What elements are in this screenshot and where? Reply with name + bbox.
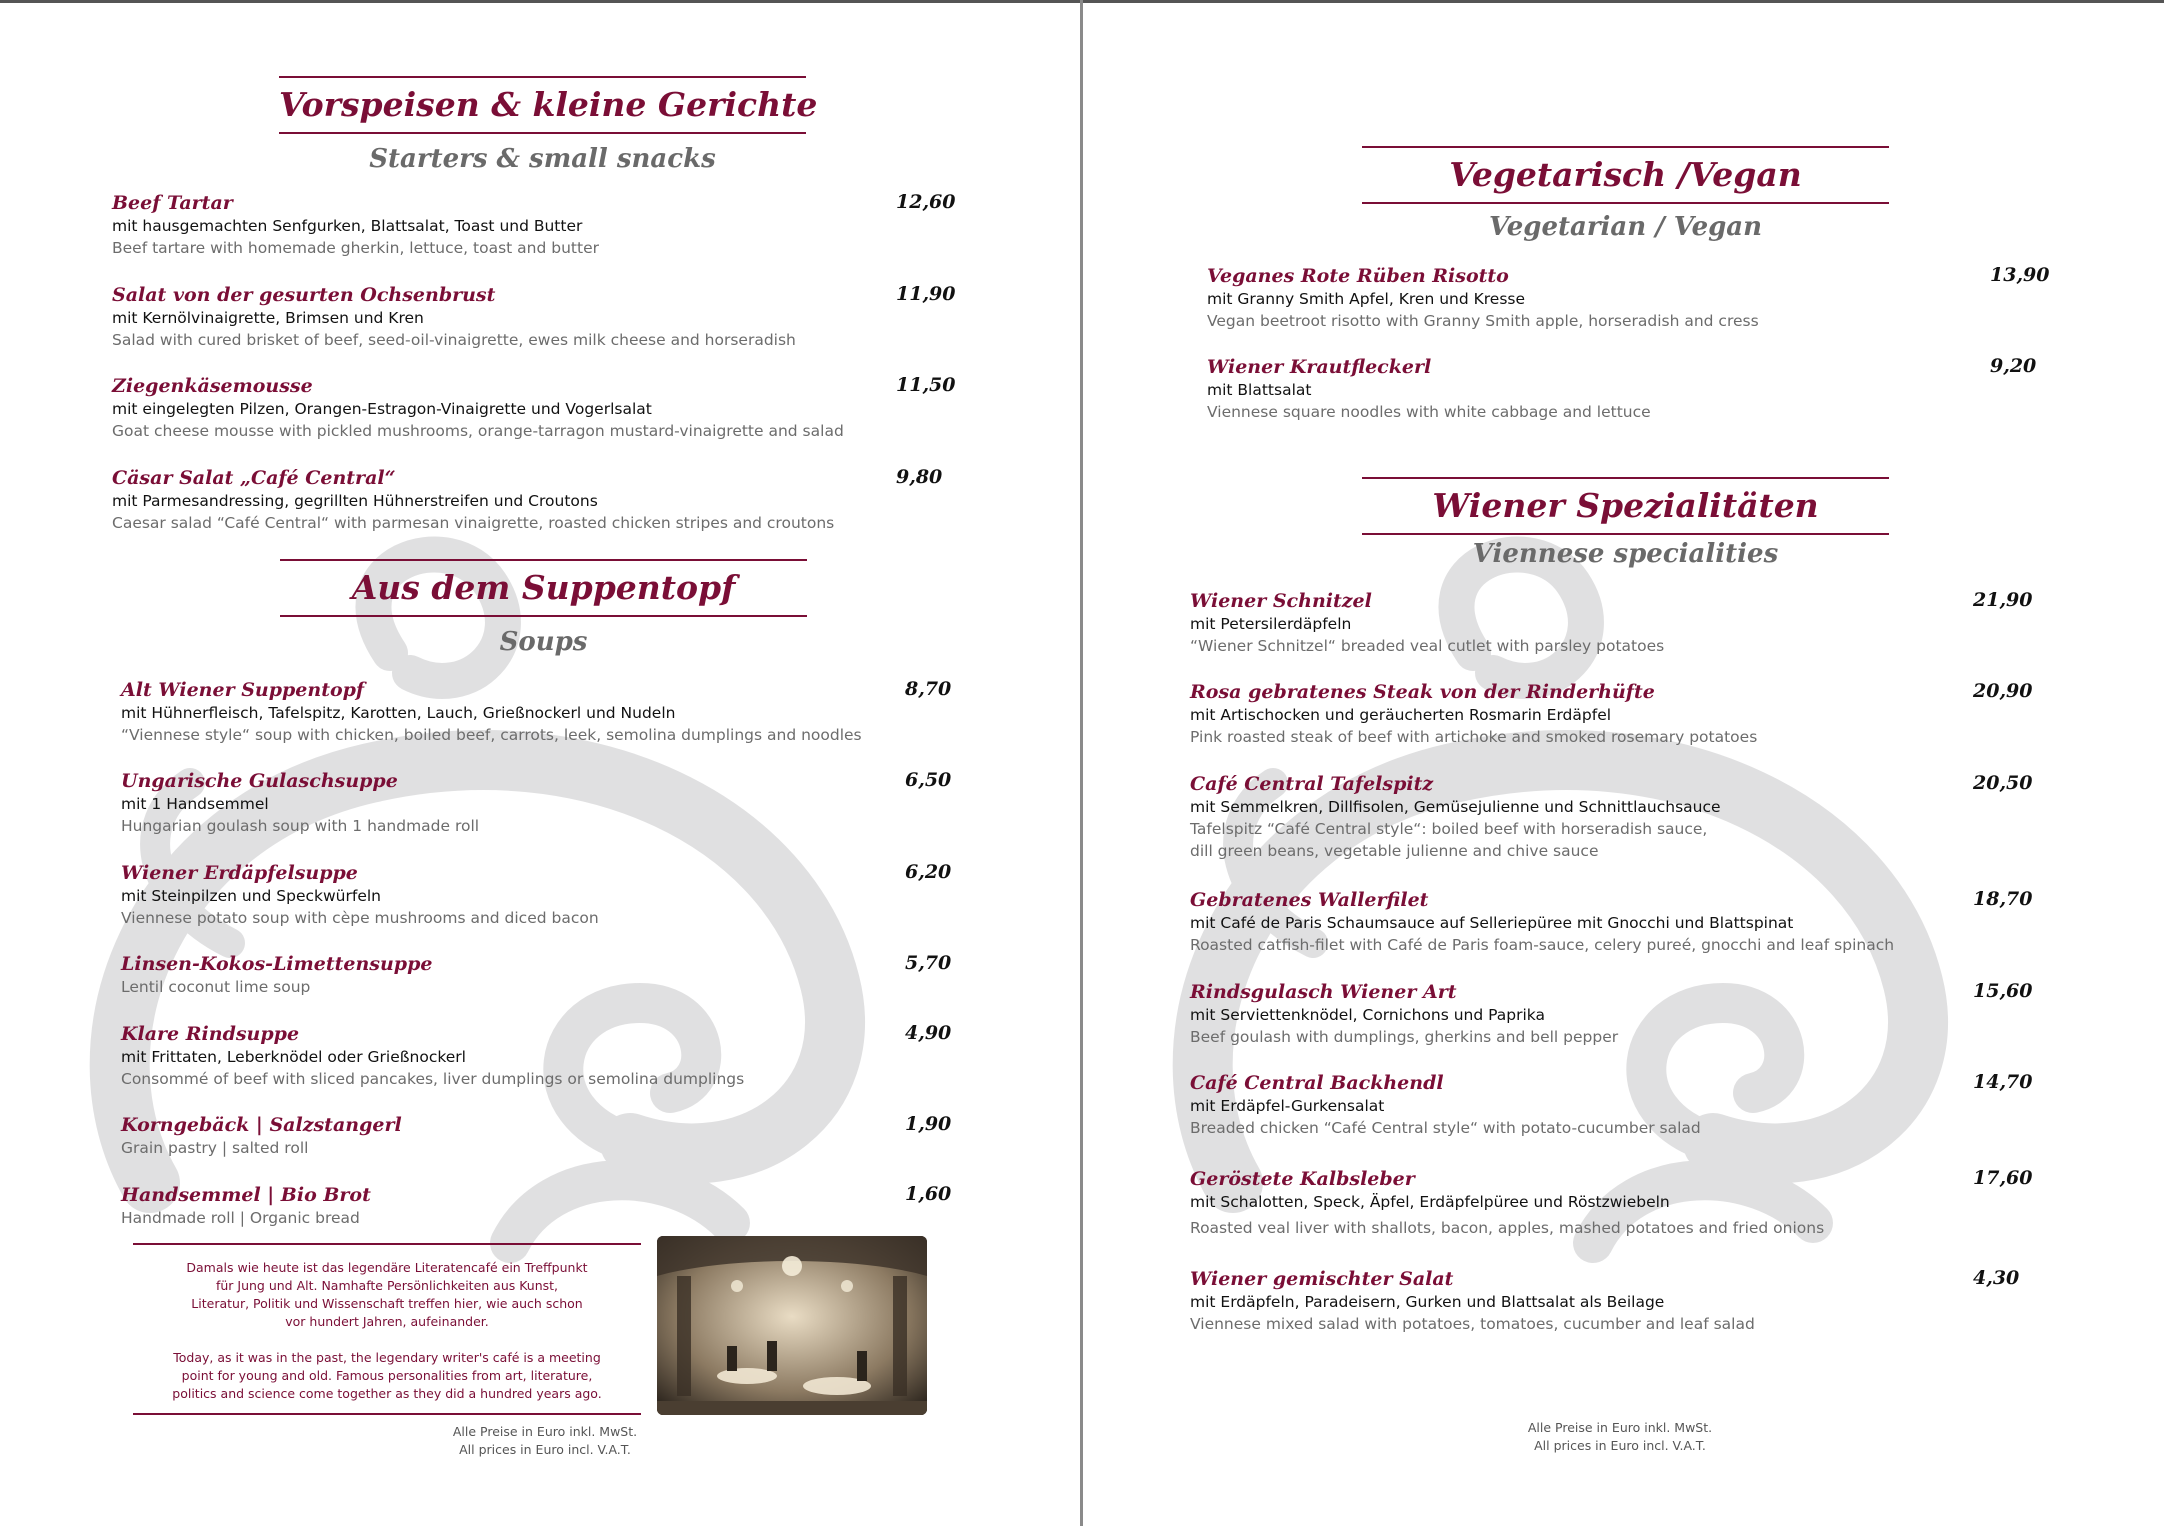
item-price: 15,60 <box>1973 980 2033 1002</box>
item-name: Café Central Backhendl <box>1190 1072 1444 1094</box>
item-description-en: Tafelspitz “Café Central style“: boiled beef with horseradish sauce, <box>1190 820 1708 838</box>
item-description-en: Grain pastry | salted roll <box>121 1139 309 1157</box>
item-description-de: mit Steinpilzen und Speckwürfeln <box>121 887 381 905</box>
item-name: Handsemmel | Bio Brot <box>121 1184 371 1206</box>
price-footer <box>1475 1419 1765 1455</box>
footer-line: All prices in Euro incl. V.A.T. <box>459 1442 631 1457</box>
item-description-en: Viennese mixed salad with potatoes, tomatoes, cucumber and leaf salad <box>1190 1315 1755 1333</box>
menu-page-left <box>0 3 1080 1526</box>
item-name: Beef Tartar <box>112 192 233 214</box>
item-price: 11,50 <box>896 374 956 396</box>
section-subtitle: Viennese specialities <box>1472 539 1779 569</box>
footer-line: Alle Preise in Euro inkl. MwSt. <box>1527 1420 1713 1435</box>
item-price: 4,30 <box>1973 1267 2020 1289</box>
item-name: Salat von der gesurten Ochsenbrust <box>112 284 496 306</box>
menu-item <box>1190 1071 1701 1139</box>
item-description-en: Pink roasted steak of beef with artichoke and smoked rosemary potatoes <box>1190 728 1758 746</box>
section-title: Vorspeisen & kleine Gerichte <box>279 85 818 124</box>
item-price: 4,90 <box>905 1022 952 1044</box>
menu-item <box>121 1183 371 1229</box>
header-rule-bottom <box>280 615 807 617</box>
item-description-en: Handmade roll | Organic bread <box>121 1209 360 1227</box>
item-description-de: mit Serviettenknödel, Cornichons und Paprika <box>1190 1006 1545 1024</box>
item-price: 8,70 <box>905 678 952 700</box>
menu-item <box>121 952 432 998</box>
item-description-en: Roasted catfish-filet with Café de Paris foam-sauce, celery pureé, gnocchi and leaf spinach <box>1190 936 1895 954</box>
item-description-en: Beef tartare with homemade gherkin, lettuce, toast and butter <box>112 239 599 257</box>
cafe-history-box <box>133 1243 641 1415</box>
item-price: 21,90 <box>1973 589 2033 611</box>
cafe-interior-photo <box>657 1236 927 1415</box>
item-price: 1,60 <box>905 1183 952 1205</box>
item-description-en: Caesar salad “Café Central“ with parmesan vinaigrette, roasted chicken stripes and croutons <box>112 514 835 532</box>
item-name: Cäsar Salat „Café Central“ <box>112 467 396 489</box>
menu-page-right <box>1083 3 2164 1526</box>
section-subtitle: Vegetarian / Vegan <box>1488 212 1763 242</box>
item-name: Alt Wiener Suppentopf <box>121 679 365 701</box>
menu-item <box>1190 772 1721 862</box>
menu-item <box>1207 355 1651 423</box>
menu-item <box>112 466 834 534</box>
item-description-de: mit Erdäpfeln, Paradeisern, Gurken und Blattsalat als Beilage <box>1190 1293 1665 1311</box>
item-description-de: mit Kernölvinaigrette, Brimsen und Kren <box>112 309 424 327</box>
item-name: Ziegenkäsemousse <box>112 375 313 397</box>
menu-item <box>1190 888 1894 956</box>
menu-item <box>1190 1167 1824 1239</box>
story-line: für Jung und Alt. Namhafte Persönlichkeiten aus Kunst, <box>215 1278 559 1293</box>
item-description-de: mit Blattsalat <box>1207 381 1312 399</box>
item-name: Gebratenes Wallerfilet <box>1190 889 1429 911</box>
item-description-en: Hungarian goulash soup with 1 handmade roll <box>121 817 480 835</box>
item-price: 5,70 <box>905 952 952 974</box>
item-name: Linsen-Kokos-Limettensuppe <box>121 953 433 975</box>
item-description-en: Breaded chicken “Café Central style“ with potato-cucumber salad <box>1190 1119 1701 1137</box>
section-title: Wiener Spezialitäten <box>1432 486 1819 525</box>
story-rule-bottom <box>133 1413 641 1415</box>
section-header-viennese <box>1362 477 1889 535</box>
item-description-en: “Wiener Schnitzel“ breaded veal cutlet with parsley potatoes <box>1190 637 1665 655</box>
item-price: 9,80 <box>896 466 943 488</box>
menu-item <box>112 374 844 442</box>
menu-item <box>1190 1267 1755 1335</box>
story-line: point for young and old. Famous personalities from art, literature, <box>181 1368 593 1383</box>
item-price: 14,70 <box>1973 1071 2033 1093</box>
item-description-en: Beef goulash with dumplings, gherkins and bell pepper <box>1190 1028 1619 1046</box>
item-name: Wiener gemischter Salat <box>1190 1268 1454 1290</box>
item-price: 20,90 <box>1973 680 2033 702</box>
item-name: Rindsgulasch Wiener Art <box>1190 981 1457 1003</box>
menu-item <box>112 283 796 351</box>
item-name: Café Central Tafelspitz <box>1190 773 1434 795</box>
menu-item <box>1207 264 1759 332</box>
item-description-de: mit Petersilerdäpfeln <box>1190 615 1352 633</box>
section-title: Vegetarisch /Vegan <box>1449 155 1802 194</box>
item-price: 12,60 <box>896 191 956 213</box>
item-name: Rosa gebratenes Steak von der Rinderhüfte <box>1190 681 1655 703</box>
item-description-en: Viennese square noodles with white cabbage and lettuce <box>1207 403 1651 421</box>
item-description-en: Goat cheese mousse with pickled mushrooms, orange-tarragon mustard-vinaigrette and salad <box>112 422 844 440</box>
menu-item <box>121 769 479 837</box>
story-line: vor hundert Jahren, aufeinander. <box>285 1314 489 1329</box>
menu-item <box>121 1113 402 1159</box>
story-line: politics and science come together as they did a hundred years ago. <box>172 1386 602 1401</box>
section-subtitle: Starters & small snacks <box>369 144 716 174</box>
item-description-de: mit Semmelkren, Dillfisolen, Gemüsejulienne und Schnittlauchsauce <box>1190 798 1721 816</box>
story-line: Today, as it was in the past, the legendary writer's café is a meeting <box>173 1350 601 1365</box>
item-price: 18,70 <box>1973 888 2033 910</box>
item-description-de: mit hausgemachten Senfgurken, Blattsalat, Toast und Butter <box>112 217 583 235</box>
section-header-starters <box>279 76 818 134</box>
item-name: Geröstete Kalbsleber <box>1190 1168 1415 1190</box>
item-description-de: mit Frittaten, Leberknödel oder Grießnockerl <box>121 1048 466 1066</box>
item-price: 1,90 <box>905 1113 952 1135</box>
item-price: 6,50 <box>905 769 952 791</box>
item-description-de: mit Erdäpfel-Gurkensalat <box>1190 1097 1385 1115</box>
menu-item <box>1190 680 1757 748</box>
footer-line: All prices in Euro incl. V.A.T. <box>1534 1438 1706 1453</box>
item-description-en: Lentil coconut lime soup <box>121 978 311 996</box>
item-name: Wiener Krautfleckerl <box>1207 356 1432 378</box>
header-rule-bottom <box>279 132 806 134</box>
item-description-en: Salad with cured brisket of beef, seed-oil-vinaigrette, ewes milk cheese and horseradish <box>112 331 796 349</box>
item-description-en: dill green beans, vegetable julienne and chive sauce <box>1190 842 1599 860</box>
menu-item <box>121 1022 744 1090</box>
item-description-en: Vegan beetroot risotto with Granny Smith apple, horseradish and cress <box>1207 312 1759 330</box>
item-name: Wiener Schnitzel <box>1190 590 1372 612</box>
item-price: 17,60 <box>1973 1167 2033 1189</box>
story-line: Damals wie heute ist das legendäre Literatencafé ein Treffpunkt <box>186 1260 588 1275</box>
header-rule-bottom <box>1362 202 1889 204</box>
item-name: Veganes Rote Rüben Risotto <box>1207 265 1509 287</box>
item-name: Korngebäck | Salzstangerl <box>121 1114 402 1136</box>
item-price: 6,20 <box>905 861 952 883</box>
item-description-en: Roasted veal liver with shallots, bacon, apples, mashed potatoes and fried onions <box>1190 1219 1825 1237</box>
item-description-en: Consommé of beef with sliced pancakes, liver dumplings or semolina dumplings <box>121 1070 745 1088</box>
item-description-de: mit Schalotten, Speck, Äpfel, Erdäpfelpüree und Röstzwiebeln <box>1190 1193 1670 1211</box>
section-title: Aus dem Suppentopf <box>351 568 736 607</box>
menu-item <box>112 191 599 259</box>
item-price: 20,50 <box>1973 772 2033 794</box>
menu-item <box>121 678 862 746</box>
item-description-de: mit Artischocken und geräucherten Rosmarin Erdäpfel <box>1190 706 1612 724</box>
menu-item <box>1190 589 1664 657</box>
item-description-en: “Viennese style“ soup with chicken, boiled beef, carrots, leek, semolina dumplings and noodles <box>121 726 862 744</box>
price-footer <box>400 1423 690 1459</box>
item-price: 9,20 <box>1990 355 2037 377</box>
photo-illustration <box>657 1236 927 1415</box>
section-header-vegetarian <box>1362 146 1889 204</box>
section-header-soups <box>280 559 807 617</box>
item-description-de: mit Granny Smith Apfel, Kren und Kresse <box>1207 290 1526 308</box>
item-description-de: mit 1 Handsemmel <box>121 795 269 813</box>
menu-item <box>121 861 599 929</box>
item-description-de: mit Café de Paris Schaumsauce auf Selleriepüree mit Gnocchi und Blattspinat <box>1190 914 1794 932</box>
item-description-de: mit Hühnerfleisch, Tafelspitz, Karotten, Lauch, Grießnockerl und Nudeln <box>121 704 676 722</box>
item-price: 13,90 <box>1990 264 2050 286</box>
item-description-en: Viennese potato soup with cèpe mushrooms and diced bacon <box>121 909 599 927</box>
item-description-de: mit Parmesandressing, gegrillten Hühnerstreifen und Croutons <box>112 492 598 510</box>
item-name: Wiener Erdäpfelsuppe <box>121 862 358 884</box>
story-line: Literatur, Politik und Wissenschaft treffen hier, wie auch schon <box>191 1296 583 1311</box>
item-name: Ungarische Gulaschsuppe <box>121 770 398 792</box>
item-description-de: mit eingelegten Pilzen, Orangen-Estragon-Vinaigrette und Vogerlsalat <box>112 400 652 418</box>
item-name: Klare Rindsuppe <box>121 1023 300 1045</box>
item-price: 11,90 <box>896 283 956 305</box>
footer-line: Alle Preise in Euro inkl. MwSt. <box>452 1424 638 1439</box>
header-rule-bottom <box>1362 533 1889 535</box>
menu-item <box>1190 980 1618 1048</box>
section-subtitle: Soups <box>499 627 588 657</box>
